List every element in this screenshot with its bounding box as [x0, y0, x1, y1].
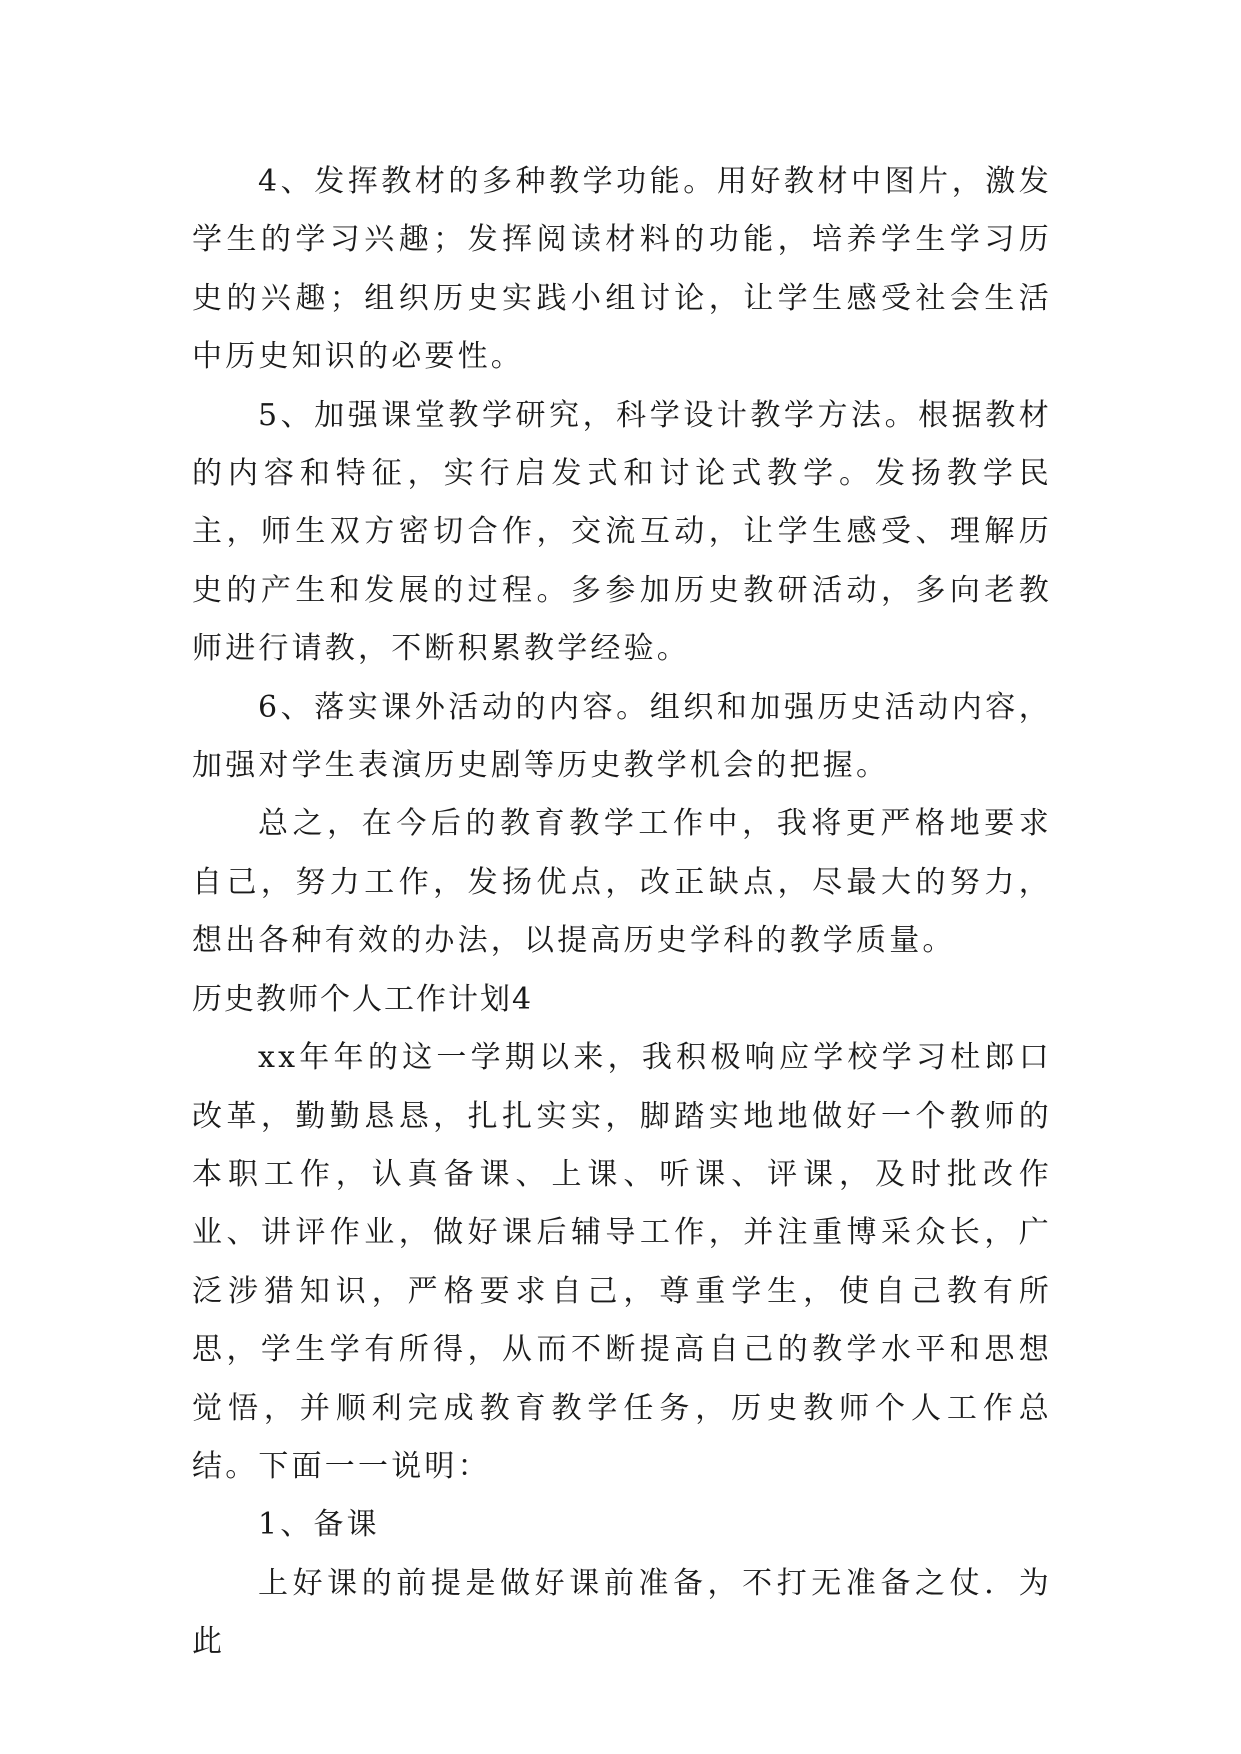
paragraph-item-4: 4、发挥教材的多种教学功能。用好教材中图片，激发学生的学习兴趣；发挥阅读材料的功能，培养学生学习历史的兴趣；组织历史实践小组讨论，让学生感受社会生活中历史知识的必要性。: [192, 164, 1052, 375]
paragraph-intro: xx年年的这一学期以来，我积极响应学校学习杜郎口改革，勤勤恳恳，扎扎实实，脚踏实地地做好一个教师的本职工作，认真备课、上课、听课、评课，及时批改作业、讲评作业，做好课后辅导工作，并注重博采众长，广泛涉猎知识，严格要求自己，尊重学生，使自己教有所思，学生学有所得，从而不断提高自己的教学水平和思想觉悟，并顺利完成教育教学任务，历史教师个人工作总结。下面一一说明：: [192, 1040, 1052, 1484]
paragraph-summary: 总之，在今后的教育教学工作中，我将更严格地要求自己，努力工作，发扬优点，改正缺点，尽最大的努力，想出各种有效的办法，以提高历史学科的教学质量。: [192, 806, 1052, 959]
section-heading: 历史教师个人工作计划4: [192, 981, 534, 1017]
paragraph-item-5: 5、加强课堂教学研究，科学设计教学方法。根据教材的内容和特征，实行启发式和讨论式教学。发扬教学民主，师生双方密切合作，交流互动，让学生感受、理解历史的产生和发展的过程。多参加历史教研活动，多向老教师进行请教，不断积累教学经验。: [192, 397, 1052, 667]
paragraph-lesson-prep: 上好课的前提是做好课前准备，不打无准备之仗．为此: [192, 1565, 1052, 1660]
paragraph-item-6: 6、落实课外活动的内容。组织和加强历史活动内容，加强对学生表演历史剧等历史教学机会的把握。: [192, 689, 1052, 784]
document-body: [192, 153, 1052, 1672]
subheading-lesson-prep: 1、备课: [258, 1507, 380, 1543]
